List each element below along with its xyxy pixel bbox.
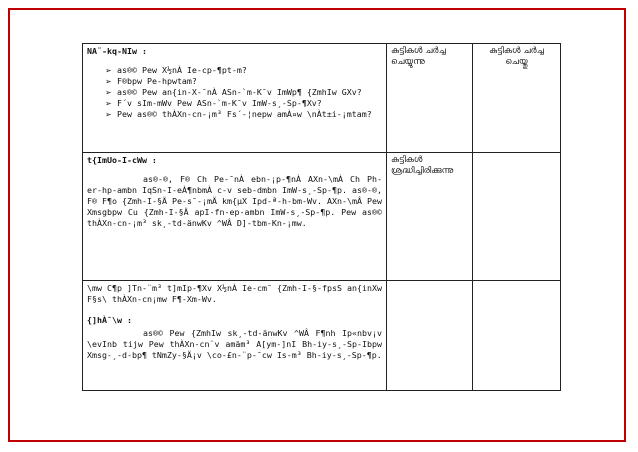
paragraph: \mw C¶p ]Tn-¨m³ t]mIp-¶Xv X½nÀ Ie-cm¯ {Zmh-I-§-fpsS an{inXw F§s\ thÀXn-cn¡mw F¶-Xm-Wv. [87, 283, 382, 304]
table-row [83, 153, 561, 281]
list-item: ➢ Pew as®© thÀXn-cn-¡m³ Fs´-¦nepw amÀ¤w \nÀt±i-¡mtam? [107, 109, 382, 120]
outcome-cell [473, 153, 561, 281]
response-cell [387, 153, 473, 281]
lesson-plan-table [82, 43, 561, 391]
row-heading: t{ImUo-I-cWw : [87, 155, 157, 165]
list-item: ➢ F´v sIm-mWv Pew ASn-`m-K¯v ImW-s¸-Sp-¶Xv? [107, 98, 382, 109]
row-heading: NA¨-kq-NIw : [87, 46, 147, 56]
response-cell [387, 44, 473, 153]
question-list [107, 65, 382, 120]
response-cell [387, 281, 473, 391]
activity-cell [83, 153, 387, 281]
row-heading: {]hÀ¯\w : [87, 315, 132, 325]
activity-cell [83, 44, 387, 153]
table-row [83, 281, 561, 391]
response-text: കുട്ടികൾ ചർച്ച ചെയ്യുന്നു [391, 46, 446, 67]
response-text: കുട്ടികൾ ശ്രദ്ധിച്ചിരിക്കുന്നു [391, 155, 454, 176]
activity-cell [83, 281, 387, 391]
paragraph: as®-®, F® Ch Pe-¯nÀ ebn-¡p-¶nÀ AXn-\mÀ Ch Ph-er-hp-ambn IqSn-I-eÀ¶nbmÀ c-v seb-dmbn ImW-s¸-Sp-¶p. as®-®, F® F¶o {Zmh-I-§Ä Pe-s¯-¡mÄ km{µX Ipd-ª-h-bm-Wv. AXn-\mÂ Pew Xmsgbpw Cu {Zmh-I-§Ä apI-fn-ep-ambn ImW-s¸-Sp-¶p. Pew as®© thÀXn-cn-¡m³ sk¸-td-änwKv ^WÂ D]-tbm-Kn-¡mw. [87, 174, 382, 228]
outcome-text: കുട്ടികൾ ചർച്ച ചെയ്തു [489, 46, 544, 67]
list-item: ➢ as®© Pew an{in-X-¯nÀ ASn-`m-K¯v ImWp¶ {ZmhIw GXv? [107, 87, 382, 98]
outcome-cell [473, 44, 561, 153]
list-item: ➢ as®© Pew X½nÀ Ie-cp-¶pt-m? [107, 65, 382, 76]
paragraph: as®© Pew {ZmhIw sk¸-td-änwKv ^WÂ F¶nh Ip«nbv¡v \evInb tijw Pew thÀXn-cn¨v amäm³ A[ym-]nI Bh-iy-s¸-Sp-Ibpw Xmsg-¸-d-bp¶ tNmZy-§Ä¡v \co-£n-¨p-¯cw Is-m³ Bh-iy-s¸-Sp-¶p. [87, 328, 382, 360]
outcome-cell [473, 281, 561, 391]
table-row [83, 44, 561, 153]
list-item: ➢ F®bpw Pe-hpwtam? [107, 76, 382, 87]
